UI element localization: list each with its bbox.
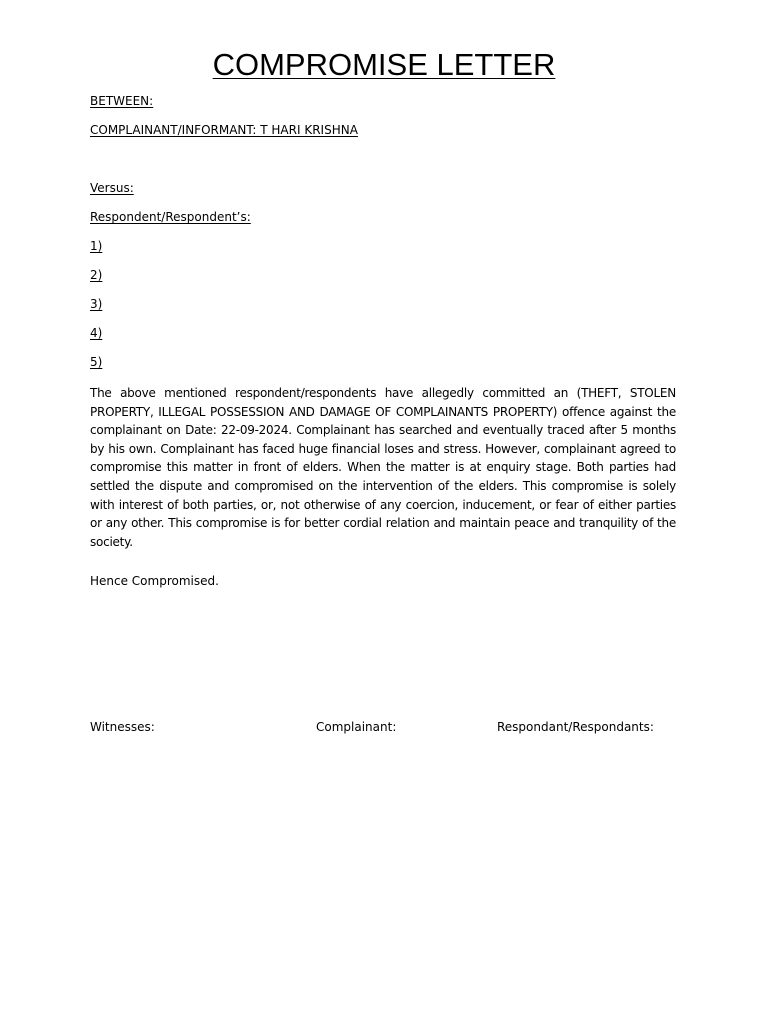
- complainant-line: COMPLAINANT/INFORMANT: T HARI KRISHNA: [90, 123, 358, 137]
- between-label: BETWEEN:: [90, 94, 154, 108]
- respondent-item-4: 4): [90, 326, 103, 340]
- respondent-item-1: 1): [90, 239, 103, 253]
- respondent-item-5: 5): [90, 355, 103, 369]
- page-title: COMPROMISE LETTER: [212, 47, 556, 82]
- witnesses-label: Witnesses:: [90, 720, 155, 734]
- versus-label: Versus:: [90, 181, 134, 195]
- complainant-signature-label: Complainant:: [316, 720, 397, 734]
- closing-line: Hence Compromised.: [90, 574, 219, 588]
- body-paragraph: The above mentioned respondent/respondents have allegedly committed an (THEFT, STOLEN PROPERTY, ILLEGAL POSSESSION AND DAMAGE OF COMPLAINANTS PROPERTY) offence against the complainant on Date: 22-09-2024. Complainant has searched and eventually traced after 5 months by his own. Complainant has faced huge financial loses and stress. However, complainant agreed to compromise this matter in front of elders. When the matter is at enquiry stage. Both parties had settled the dispute and compromised on the intervention of the elders. This compromise is solely with interest of both parties, or, not otherwise of any coercion, inducement, or fear of either parties or any other. This compromise is for better cordial relation and maintain peace and tranquility of the society.: [90, 386, 676, 549]
- respondent-item-3: 3): [90, 297, 103, 311]
- respondents-signature-label: Respondant/Respondants:: [497, 720, 654, 734]
- respondents-label: Respondent/Respondent’s:: [90, 210, 251, 224]
- respondent-item-2: 2): [90, 268, 103, 282]
